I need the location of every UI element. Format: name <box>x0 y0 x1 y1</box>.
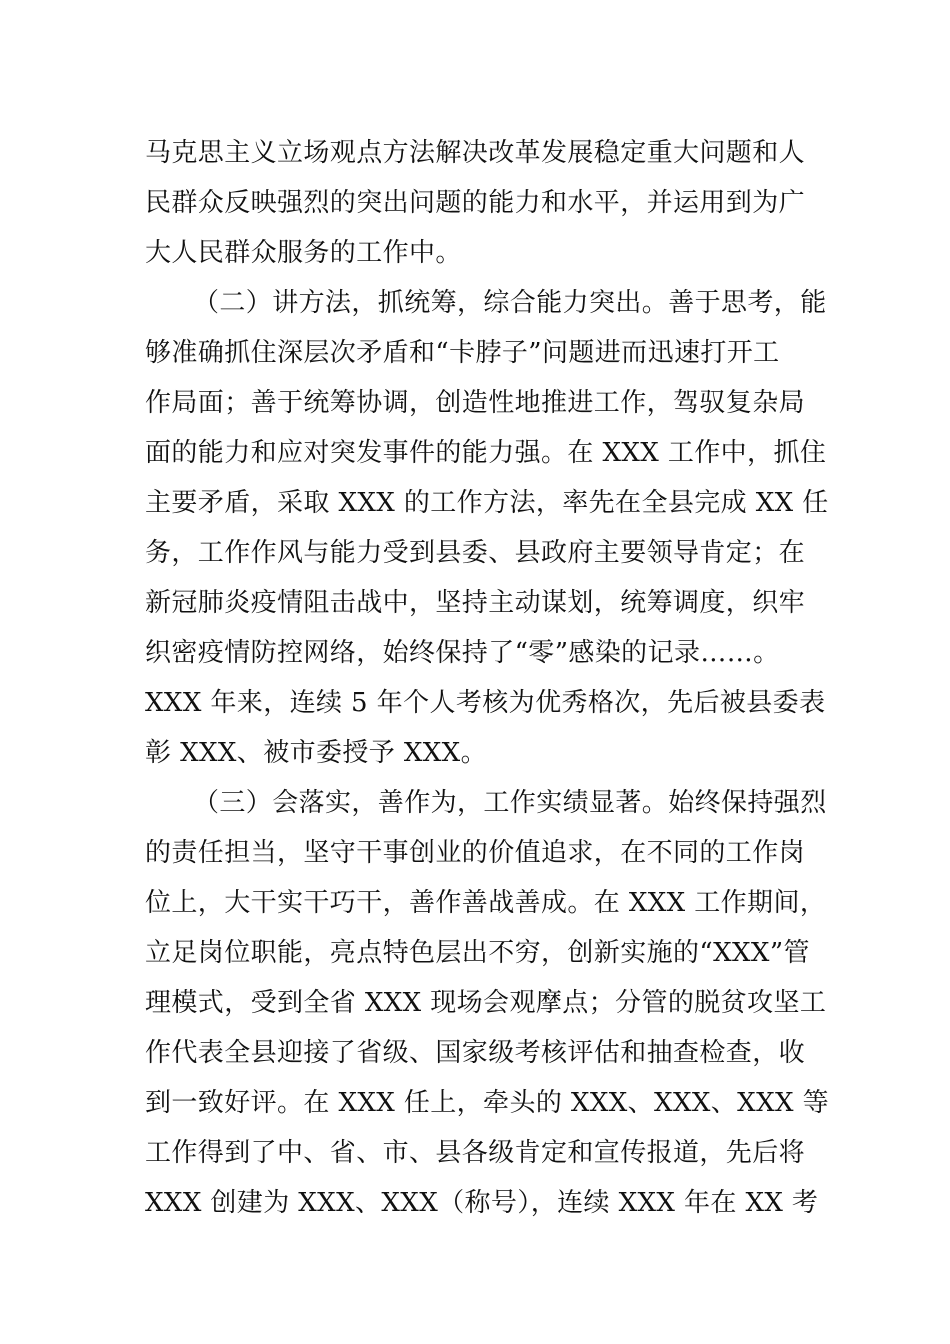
text-line-22: XXX 创建为 XXX、XXX（称号），连续 XXX 年在 XX 考 <box>145 1188 819 1218</box>
text-line-6: 作局面；善于统筹协调，创造性地推进工作，驾驭复杂局 <box>145 388 806 418</box>
text-line-14: （三）会落实，善作为，工作实绩显著。始终保持强烈 <box>193 788 827 818</box>
text-line-12: XXX 年来，连续 5 年个人考核为优秀格次，先后被县委表 <box>145 688 826 718</box>
text-line-4: （二）讲方法，抓统筹，综合能力突出。善于思考，能 <box>193 288 827 318</box>
text-line-13: 彰 XXX、被市委授予 XXX。 <box>145 738 487 768</box>
text-line-5: 够准确抓住深层次矛盾和“卡脖子”问题进而迅速打开工 <box>145 338 780 368</box>
text-line-18: 理模式，受到全省 XXX 现场会观摩点；分管的脱贫攻坚工 <box>145 988 827 1018</box>
text-line-7: 面的能力和应对突发事件的能力强。在 XXX 工作中，抓住 <box>145 438 827 468</box>
text-line-19: 作代表全县迎接了省级、国家级考核评估和抽查检查，收 <box>145 1038 806 1068</box>
text-line-2: 民群众反映强烈的突出问题的能力和水平，并运用到为广 <box>145 188 806 218</box>
text-line-3: 大人民群众服务的工作中。 <box>145 238 462 268</box>
text-line-20: 到一致好评。在 XXX 任上，牵头的 XXX、XXX、XXX 等 <box>145 1088 829 1118</box>
text-line-11: 织密疫情防控网络，始终保持了“零”感染的记录……。 <box>145 638 780 668</box>
text-line-21: 工作得到了中、省、市、县各级肯定和宣传报道，先后将 <box>145 1138 806 1168</box>
text-line-16: 位上，大干实干巧干，善作善战善成。在 XXX 工作期间， <box>145 888 827 918</box>
text-line-10: 新冠肺炎疫情阻击战中，坚持主动谋划，统筹调度，织牢 <box>145 588 806 618</box>
text-line-9: 务，工作作风与能力受到县委、县政府主要领导肯定；在 <box>145 538 806 568</box>
text-line-15: 的责任担当，坚守干事创业的价值追求，在不同的工作岗 <box>145 838 806 868</box>
text-line-8: 主要矛盾，采取 XXX 的工作方法，率先在全县完成 XX 任 <box>145 488 829 518</box>
text-line-17: 立足岗位职能，亮点特色层出不穷，创新实施的“XXX”管 <box>145 938 810 968</box>
text-line-1: 马克思主义立场观点方法解决改革发展稳定重大问题和人 <box>145 138 806 168</box>
